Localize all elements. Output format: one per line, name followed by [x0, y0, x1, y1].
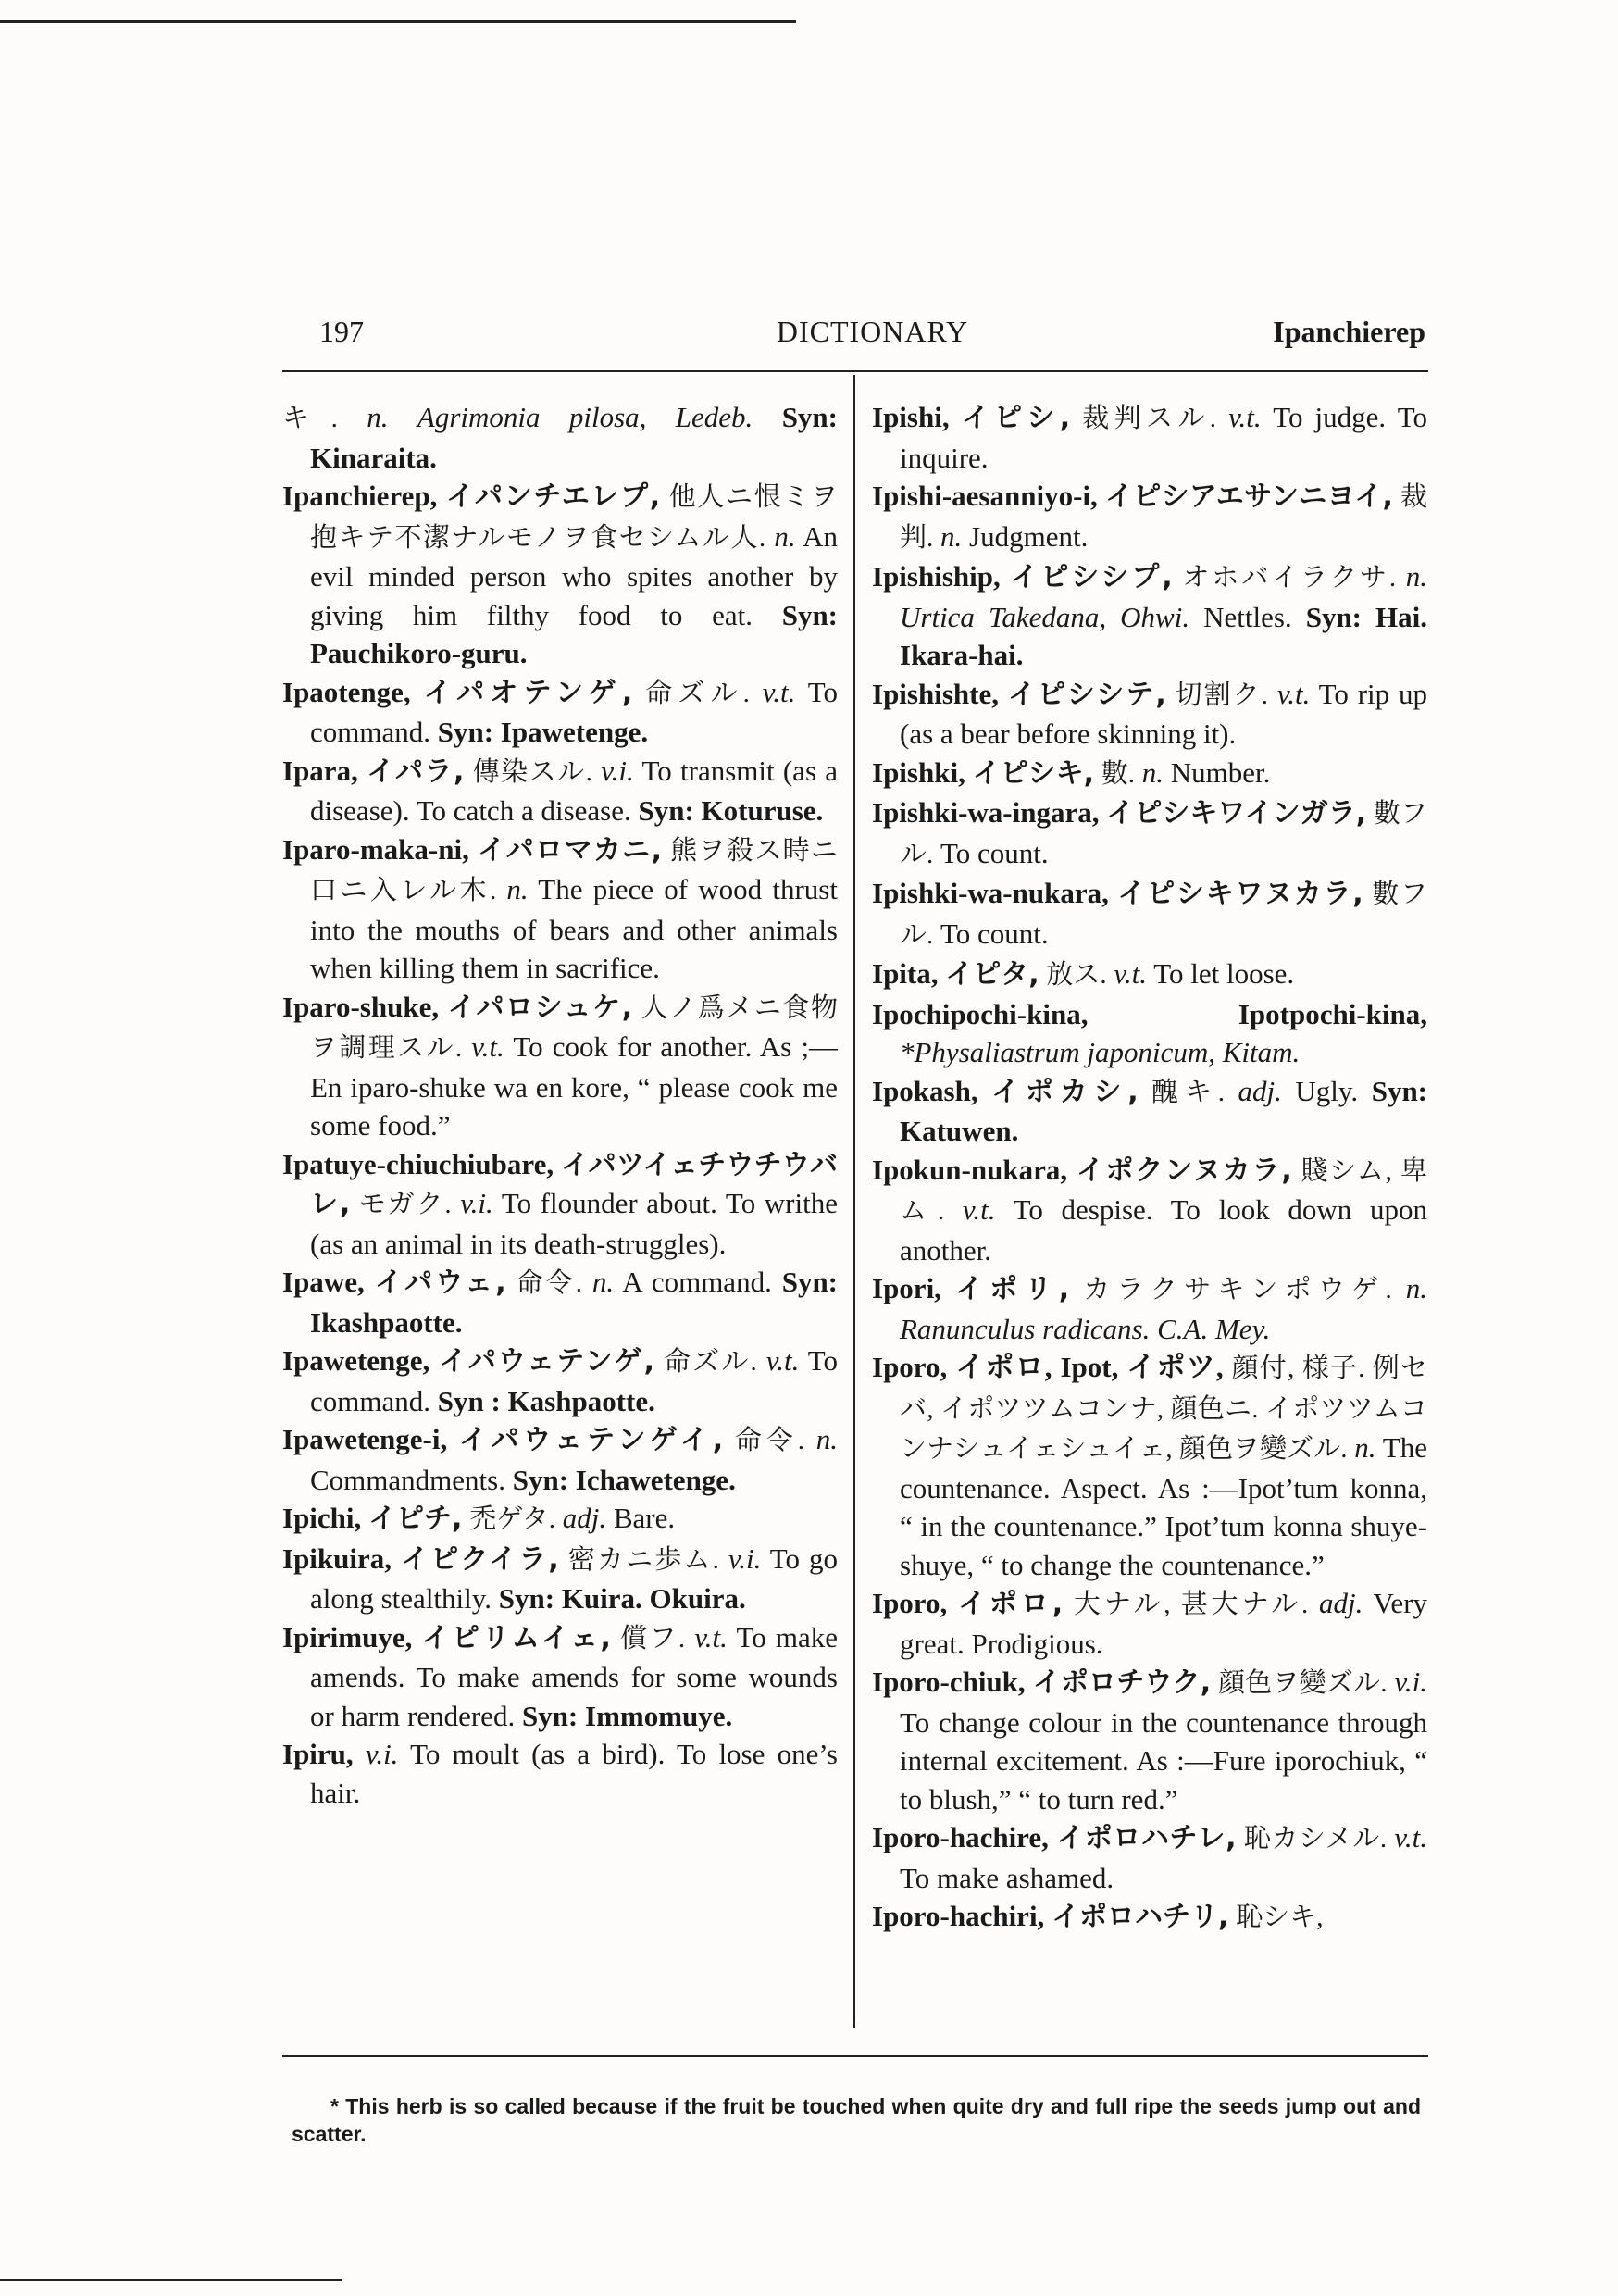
definition: The piece of wood thrust into the mouths of bears and other animals when killing them in sacrifice.	[310, 873, 838, 984]
dictionary-entry	[282, 1735, 838, 1812]
headword: Ipatuye-chiuchiubare,	[282, 1147, 554, 1180]
katakana-reading: イピシキ,	[972, 756, 1094, 790]
katakana-reading: イポクンヌカラ,	[1076, 1154, 1292, 1187]
definition: An evil minded person who spites another by giving him filthy food to eat.	[310, 519, 838, 631]
headword: Iparo-maka-ni,	[282, 832, 469, 866]
synonym: Syn: Ipawetenge.	[437, 716, 649, 748]
part-of-speech: n.	[1354, 1431, 1376, 1464]
part-of-speech: n.	[774, 519, 796, 553]
japanese-gloss: モガク.	[358, 1190, 452, 1219]
japanese-gloss: 密カニ歩ム.	[567, 1544, 719, 1575]
katakana-reading: イピタ,	[945, 958, 1039, 991]
headword: Ipishki-wa-nukara,	[872, 877, 1109, 909]
left-column	[282, 398, 838, 2018]
dictionary-entry	[872, 1584, 1427, 1663]
katakana-reading: イピシアエサンニヨイ,	[1104, 480, 1393, 513]
headword: Ipanchierep,	[282, 480, 438, 512]
dictionary-entry	[282, 988, 838, 1145]
part-of-speech: n.	[1141, 755, 1164, 789]
synonym: Syn: Immomuye.	[521, 1699, 733, 1732]
dictionary-entry	[282, 398, 838, 477]
part-of-speech: v.i.	[728, 1541, 762, 1575]
japanese-gloss: 數フル.	[900, 799, 1427, 869]
part-of-speech: n.	[591, 1266, 615, 1298]
katakana-reading: イポロハチリ,	[1052, 1901, 1229, 1933]
bottom-edge-rule	[0, 2279, 342, 2281]
dictionary-entry	[282, 1618, 838, 1736]
definition: To flounder about. To writhe (as an animal in its death-struggles).	[310, 1187, 838, 1260]
dictionary-entry	[282, 1499, 838, 1540]
latin-name: Ranunculus radicans. C.A. Mey.	[900, 1312, 1271, 1345]
dictionary-entry	[872, 793, 1427, 874]
synonym: Syn: Kinaraita.	[310, 401, 838, 474]
dictionary-entry	[872, 1269, 1427, 1348]
part-of-speech: n.	[367, 401, 389, 433]
dictionary-entry	[872, 1072, 1427, 1151]
japanese-gloss: 命ズル.	[663, 1347, 757, 1377]
synonym: Syn: Katuwen.	[900, 1074, 1427, 1147]
dictionary-entry	[872, 1348, 1427, 1584]
japanese-gloss: 命令.	[516, 1268, 582, 1298]
katakana-reading: イピクイラ,	[400, 1542, 559, 1576]
headword: Ipara,	[282, 754, 358, 787]
top-edge-rule	[0, 20, 796, 23]
katakana-reading: イパウェテンゲイ,	[458, 1424, 724, 1456]
synonym: Syn: Hai. Ikara-hai.	[900, 600, 1427, 671]
headword: Ipirimuye,	[282, 1620, 413, 1653]
dictionary-entry	[872, 1818, 1427, 1897]
katakana-reading: イパロマカニ,	[477, 833, 662, 867]
part-of-speech: v.t.	[1114, 957, 1147, 990]
headword: Iporo-chiuk,	[872, 1666, 1026, 1698]
japanese-gloss: 大ナル, 甚大ナル.	[1073, 1590, 1309, 1619]
dictionary-entry	[872, 675, 1427, 754]
katakana-reading: イパロシュケ,	[447, 991, 633, 1024]
catchword: Ipanchierep	[1273, 315, 1425, 348]
headword: Ipishi,	[872, 401, 950, 433]
katakana-reading: イポロハチレ,	[1056, 1822, 1237, 1854]
synonym: Syn: Ichawetenge.	[512, 1463, 736, 1496]
japanese-gloss: 他人ニ恨ミヲ抱キテ不潔ナルモノヲ食セシムル人.	[310, 482, 838, 553]
headword: Ipishiship,	[872, 560, 1001, 593]
definition: To change colour in the countenance through internal excitement. As :—Fure iporochiuk, “ to blush,” “ to turn red.”	[900, 1705, 1427, 1816]
part-of-speech: adj.	[1318, 1587, 1363, 1619]
japanese-gloss: 放ス.	[1046, 960, 1107, 990]
headword: Ipiru,	[282, 1738, 354, 1770]
part-of-speech: v.t.	[962, 1193, 996, 1226]
katakana-reading: イポロチウク,	[1032, 1666, 1212, 1699]
footnote-rule	[282, 2055, 1428, 2057]
japanese-gloss: カラクサキンポウゲ.	[1083, 1275, 1392, 1304]
headword: Ipawetenge-i,	[282, 1423, 448, 1455]
headword: Iporo,	[872, 1587, 948, 1619]
katakana-reading: イピシシプ,	[1010, 561, 1173, 593]
definition: To judge. To inquire.	[900, 401, 1427, 474]
headword: Iporo-hachire,	[872, 1821, 1049, 1853]
dictionary-entry	[282, 1263, 838, 1341]
definition: To command.	[310, 1344, 838, 1417]
headword: Ipikuira,	[282, 1541, 392, 1575]
dictionary-entry	[282, 1341, 838, 1420]
dictionary-entry	[282, 1540, 838, 1618]
japanese-gloss: 償フ.	[620, 1623, 686, 1653]
part-of-speech: v.t.	[1276, 677, 1311, 710]
dictionary-entry	[872, 874, 1427, 955]
part-of-speech: v.t.	[1394, 1821, 1427, 1853]
part-of-speech: v.t.	[1228, 401, 1262, 433]
dictionary-entry	[872, 477, 1427, 557]
headword: Ipita,	[872, 957, 939, 990]
part-of-speech: adj.	[1238, 1074, 1282, 1107]
headword: Ipawetenge,	[282, 1344, 430, 1377]
headword: Ipokun-nukara,	[872, 1153, 1068, 1186]
katakana-reading: イポリ,	[954, 1273, 1070, 1305]
part-of-speech: n.	[940, 519, 963, 553]
dictionary-entry	[282, 752, 838, 830]
definition: To command.	[310, 675, 838, 748]
japanese-gloss: 恥カシメル.	[1243, 1824, 1388, 1853]
katakana-reading: イピチ,	[368, 1503, 463, 1535]
part-of-speech: n.	[1405, 560, 1427, 593]
part-of-speech: v.t.	[762, 675, 796, 708]
japanese-gloss: 裁判スル.	[1082, 404, 1216, 433]
latin-name: Urtica Takedana, Ohwi.	[900, 600, 1190, 633]
dictionary-entry	[282, 673, 838, 752]
part-of-speech: v.i.	[601, 754, 634, 787]
headword: Ipaotenge,	[282, 675, 411, 708]
dictionary-entry	[282, 477, 838, 673]
definition: To cook for another. As ;—En iparo-shuke wa en kore, “ please cook me some food.”	[310, 1030, 838, 1142]
japanese-gloss: 數.	[1101, 758, 1135, 789]
definition: Number.	[1170, 755, 1271, 789]
right-column	[872, 398, 1427, 2018]
japanese-gloss: 顔付, 様子. 例セバ, イポツツムコンナ, 顔色ニ. イポツツムコンナシュイェシュイェ, 顔色ヲ變ズル.	[900, 1354, 1427, 1464]
column-divider	[853, 375, 855, 2028]
dictionary-entry	[872, 398, 1427, 477]
footnote: * This herb is so called because if the fruit be touched when quite dry and full ripe the seeds jump out and scatter.	[292, 2094, 1421, 2146]
dictionary-entry	[872, 1151, 1427, 1270]
headword: Ipochipochi-kina, Ipotpochi-kina,	[872, 997, 1427, 1030]
page-header	[319, 315, 1425, 361]
running-title: DICTIONARY	[776, 315, 969, 348]
katakana-reading: イパツイェチウチウバレ,	[310, 1148, 838, 1220]
katakana-reading: イパンチエレプ,	[445, 480, 661, 513]
definition: Ugly.	[1295, 1074, 1359, 1107]
latin-name: *Physaliastrum japonicum, Kitam.	[900, 1036, 1301, 1068]
part-of-speech: v.i.	[1394, 1666, 1427, 1698]
dictionary-entry	[872, 995, 1427, 1072]
page-number: 197	[319, 315, 364, 348]
definition: To make ashamed.	[900, 1861, 1114, 1894]
japanese-gloss: 賤シム, 卑ム.	[900, 1155, 1427, 1226]
definition: The countenance. Aspect. As :—Ipot’tum konna, “ in the countenance.” Ipot’tum konna shuye-shuye, “ to change the countenance.”	[900, 1431, 1427, 1581]
headword: Ipishki,	[872, 755, 965, 789]
japanese-gloss: 切割ク.	[1175, 680, 1268, 710]
definition: Judgment.	[969, 519, 1089, 553]
japanese-gloss: 數フル.	[900, 880, 1427, 950]
headword: Ipori,	[872, 1272, 941, 1304]
dictionary-entry	[872, 557, 1427, 675]
katakana-reading: イピシキワインガラ,	[1106, 797, 1367, 830]
japanese-gloss: 熊ヲ殺ス時ニ口ニ入レル木.	[310, 835, 838, 905]
headword: Iporo, イポロ, Ipot, イポツ,	[872, 1351, 1224, 1383]
headword: Ipichi,	[282, 1502, 362, 1534]
katakana-reading: イピシキワヌカラ,	[1117, 878, 1363, 910]
definition: To go along stealthily.	[310, 1541, 838, 1615]
dictionary-entry	[872, 1663, 1427, 1818]
japanese-gloss: 人ノ爲メニ食物ヲ調理スル.	[310, 992, 838, 1063]
dictionary-entry	[872, 754, 1427, 794]
katakana-reading: イピリムイェ,	[421, 1621, 611, 1654]
definition: Commandments.	[310, 1463, 505, 1496]
synonym: Syn : Kashpaotte.	[437, 1384, 655, 1417]
definition: To let loose.	[1153, 957, 1295, 990]
definition: To rip up (as a bear before skinning it).	[900, 677, 1427, 750]
definition: Very great. Prodigious.	[900, 1587, 1427, 1660]
part-of-speech: n.	[506, 873, 529, 905]
part-of-speech: v.t.	[765, 1344, 800, 1377]
katakana-reading: イパウェ,	[374, 1267, 506, 1299]
synonym: Syn: Pauchikoro-guru.	[310, 598, 838, 669]
katakana-reading: イポロ,	[957, 1588, 1064, 1620]
japanese-gloss: キ.	[282, 404, 338, 433]
japanese-gloss: 禿ゲタ.	[469, 1504, 555, 1534]
headword: Ipishi-aesanniyo-i,	[872, 480, 1098, 512]
dictionary-entry	[872, 1897, 1427, 1938]
definition: Nettles.	[1203, 600, 1292, 633]
japanese-gloss: 命令.	[734, 1426, 805, 1455]
japanese-gloss: 恥シキ,	[1236, 1903, 1324, 1932]
headword: Iparo-shuke,	[282, 990, 440, 1023]
dictionary-entry	[282, 1145, 838, 1264]
katakana-reading: イピシシテ,	[1007, 678, 1166, 711]
dictionary-entry	[872, 955, 1427, 995]
definition: To moult (as a bird). To lose one’s hair.	[310, 1738, 838, 1809]
japanese-gloss: 裁判.	[900, 482, 1427, 553]
dictionary-entry	[282, 830, 838, 988]
part-of-speech: n.	[1405, 1272, 1427, 1304]
japanese-gloss: 醜キ.	[1151, 1077, 1225, 1107]
part-of-speech: v.t.	[471, 1030, 504, 1063]
dictionary-entry	[282, 1420, 838, 1499]
headword: Iporo-hachiri,	[872, 1900, 1045, 1932]
definition: Bare.	[613, 1502, 676, 1534]
synonym: Syn: Kuira. Okuira.	[498, 1582, 746, 1615]
katakana-reading: イパウェテンゲ,	[439, 1345, 655, 1378]
japanese-gloss: 命ズル.	[645, 678, 750, 708]
definition: To make amends. To make amends for some wounds or harm rendered.	[310, 1620, 838, 1732]
latin-name: Agrimonia pilosa, Ledeb.	[417, 401, 753, 433]
katakana-reading: イポカシ,	[991, 1075, 1139, 1108]
part-of-speech: adj.	[562, 1502, 607, 1534]
katakana-reading: イピシ,	[961, 402, 1071, 434]
headword: Ipishishte,	[872, 677, 999, 710]
katakana-reading: イパオテンゲ,	[423, 676, 633, 709]
headword: Ipawe,	[282, 1266, 365, 1298]
definition: A command.	[622, 1266, 772, 1298]
japanese-gloss: オホバイラクサ.	[1182, 563, 1397, 593]
definition: To despise. To look down upon another.	[900, 1193, 1427, 1267]
part-of-speech: v.i.	[365, 1738, 399, 1770]
part-of-speech: n.	[815, 1423, 838, 1455]
definition: To count.	[940, 836, 1049, 869]
part-of-speech: v.t.	[694, 1620, 728, 1653]
headword: Ipokash,	[872, 1074, 978, 1107]
part-of-speech: v.i.	[460, 1187, 493, 1219]
definition: To count.	[940, 917, 1049, 950]
japanese-gloss: 顔色ヲ變ズル.	[1218, 1668, 1388, 1698]
katakana-reading: イパラ,	[367, 755, 465, 788]
synonym: Syn: Ikashpaotte.	[310, 1266, 838, 1339]
japanese-gloss: 傳染スル.	[472, 756, 592, 787]
synonym: Syn: Koturuse.	[638, 794, 824, 827]
headword: Ipishki-wa-ingara,	[872, 796, 1100, 829]
header-rule	[282, 370, 1428, 372]
definition: To transmit (as a disease). To catch a disease.	[310, 754, 838, 827]
